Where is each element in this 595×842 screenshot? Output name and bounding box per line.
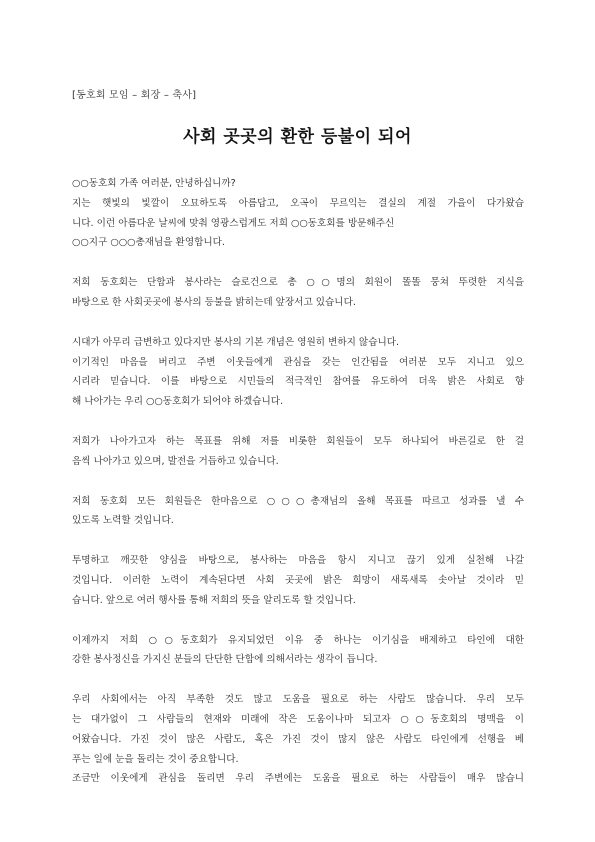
document-category: [동호회 모임 – 회장 – 축사] <box>72 90 197 101</box>
paragraph <box>72 690 524 789</box>
paragraph-line: 이기적인 마음을 버리고 주변 이웃들에게 관심을 갖는 인간됨을 여러분 모두 지니고 있으 <box>72 356 524 368</box>
paragraph-line: 것입니다. 이러한 노력이 계속된다면 사회 곳곳에 밝은 희망이 새록새록 솟아날 것이라 믿 <box>72 574 524 586</box>
paragraph <box>72 631 524 671</box>
paragraph <box>72 333 524 412</box>
paragraph-line: ○○지구 ○○○총재님을 환영합니다. <box>72 237 225 249</box>
paragraph-line: 이제까지 저희 ○○동호회가 유지되었던 이유 중 하나는 이기심을 배제하고 타인에 대한 <box>72 634 524 646</box>
document-title: 사회 곳곳의 환한 등불이 되어 <box>183 127 412 147</box>
paragraph-line: 음씩 나아가고 있으며, 발전을 거듭하고 있습니다. <box>72 455 279 467</box>
paragraph-line: 지는 햇빛의 빛깔이 오묘하도록 아름답고, 오곡이 무르익는 결실의 계절 가을이 다가왔습 <box>72 197 524 209</box>
paragraph-line: 조금만 이웃에게 관심을 돌리면 우리 주변에는 도움을 필요로 하는 사람들이 매우 많습니 <box>72 773 524 785</box>
paragraph-line: 푸는 일에 눈을 돌리는 것이 중요합니다. <box>72 753 239 765</box>
paragraph-line: 해 나아가는 우리 ○○동호회가 되어야 하겠습니다. <box>72 396 284 408</box>
paragraph-line: 우리 사회에서는 아직 부족한 것도 많고 도움을 필요로 하는 사람도 많습니다. 우리 모두 <box>72 694 524 706</box>
paragraph-line: 바탕으로 한 사회곳곳에 봉사의 등불을 밝히는데 앞장서고 있습니다. <box>72 296 356 308</box>
paragraph <box>72 273 524 313</box>
paragraph-line: 시리라 믿습니다. 이를 바탕으로 시민들의 적극적인 참여를 유도하여 더욱 밝은 사회로 향 <box>72 376 524 388</box>
paragraph-line: 어왔습니다. 가진 것이 많은 사람도, 혹은 가진 것이 많지 않은 사람도 타인에게 선행을 베 <box>72 733 524 745</box>
paragraph-line: 저희 동호회는 단합과 봉사라는 슬로건으로 총 ○○명의 회원이 똘똘 뭉쳐 뚜렷한 지식을 <box>72 277 524 289</box>
paragraph-line: 시대가 아무리 급변하고 있다지만 봉사의 기본 개념은 영원히 변하지 않습니다. <box>72 336 400 348</box>
paragraph-line: 저희 동호회 모든 회원들은 한마음으로 ○○○총재님의 올해 목표를 따르고 성과를 낼 수 <box>72 495 524 507</box>
paragraph-line: 습니다. 앞으로 여러 행사를 통해 저희의 뜻을 알리도록 할 것입니다. <box>72 594 356 606</box>
paragraph-line: 있도록 노력할 것입니다. <box>72 515 174 527</box>
paragraph-line: 는 대가없이 그 사람들의 현재와 미래에 작은 도움이나마 되고자 ○○동호회의 명맥을 이 <box>72 713 524 725</box>
paragraph-line: 투명하고 깨끗한 양심을 바탕으로, 봉사하는 마음을 항시 지니고 끊기 있게 실천해 나갈 <box>72 555 524 567</box>
paragraph <box>72 551 524 610</box>
paragraph-line: 저희가 나아가고자 하는 목표를 위해 저를 비롯한 회원들이 모두 하나되어 바른길로 한 걸 <box>72 435 524 447</box>
paragraph-line: 니다. 이런 아름다운 날씨에 맞춰 영광스럽게도 저희 ○○동호회를 방문해주신 <box>72 217 395 229</box>
document-body <box>72 174 524 809</box>
paragraph <box>72 492 524 532</box>
paragraph-line: ○○동호회 가족 여러분, 안녕하십니까? <box>72 178 236 189</box>
paragraph-line: 강한 봉사정신을 가지신 분들의 단단한 단합에 의해서라는 생각이 듭니다. <box>72 654 378 666</box>
paragraph <box>72 432 524 472</box>
paragraph <box>72 174 524 253</box>
